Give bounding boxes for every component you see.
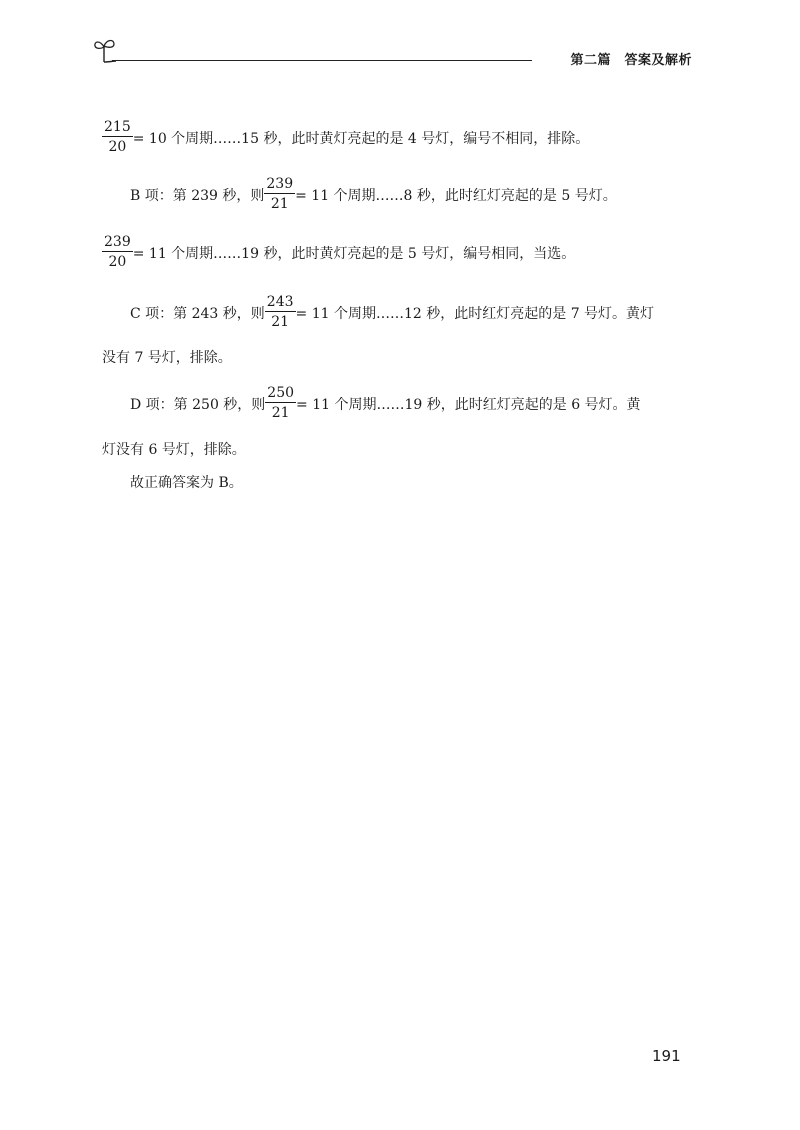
line-text-before: D 项：第 250 秒，则	[130, 397, 266, 413]
line-text: = 10 个周期……15 秒，此时黄灯亮起的是 4 号灯，编号不相同，排除。	[132, 131, 590, 147]
line-text-before: C 项：第 243 秒，则	[130, 306, 265, 322]
page-number: 191	[652, 1047, 681, 1065]
fraction-denominator: 21	[271, 314, 290, 330]
fraction-denominator: 20	[108, 139, 127, 155]
fraction	[102, 235, 133, 269]
fraction	[265, 386, 296, 420]
line-1	[102, 119, 590, 156]
line-text: 故正确答案为 B。	[130, 475, 243, 491]
line-6	[130, 385, 641, 422]
line-text: = 11 个周期……19 秒，此时黄灯亮起的是 5 号灯，编号相同，当选。	[132, 246, 576, 262]
fraction	[264, 177, 295, 211]
fraction-numerator: 250	[267, 385, 295, 401]
line-8	[130, 476, 243, 490]
fraction-numerator: 243	[266, 294, 294, 310]
line-text: = 11 个周期……8 秒，此时红灯亮起的是 5 号灯。	[295, 188, 617, 204]
line-text-before: B 项：第 239 秒，则	[130, 188, 265, 204]
fraction-numerator: 239	[104, 234, 131, 250]
line-text: = 11 个周期……19 秒，此时红灯亮起的是 6 号灯。黄	[296, 397, 641, 413]
page-header	[92, 36, 692, 68]
line-text: 灯没有 6 号灯，排除。	[102, 442, 246, 458]
fraction-numerator: 215	[104, 119, 131, 135]
line-5	[102, 351, 232, 365]
line-7	[102, 443, 246, 457]
fraction-denominator: 20	[108, 254, 127, 270]
line-2	[130, 176, 617, 213]
fraction-numerator: 239	[266, 176, 294, 192]
fraction	[102, 120, 133, 154]
line-text: 没有 7 号灯，排除。	[102, 350, 232, 366]
fraction-denominator: 21	[271, 405, 290, 421]
header-rule	[112, 60, 532, 61]
line-4	[130, 294, 655, 331]
fraction-denominator: 21	[270, 196, 289, 212]
fraction	[265, 295, 296, 329]
line-text: = 11 个周期……12 秒，此时红灯亮起的是 7 号灯。黄灯	[295, 306, 655, 322]
line-3	[102, 234, 576, 271]
header-title: 第二篇 答案及解析	[570, 53, 692, 68]
